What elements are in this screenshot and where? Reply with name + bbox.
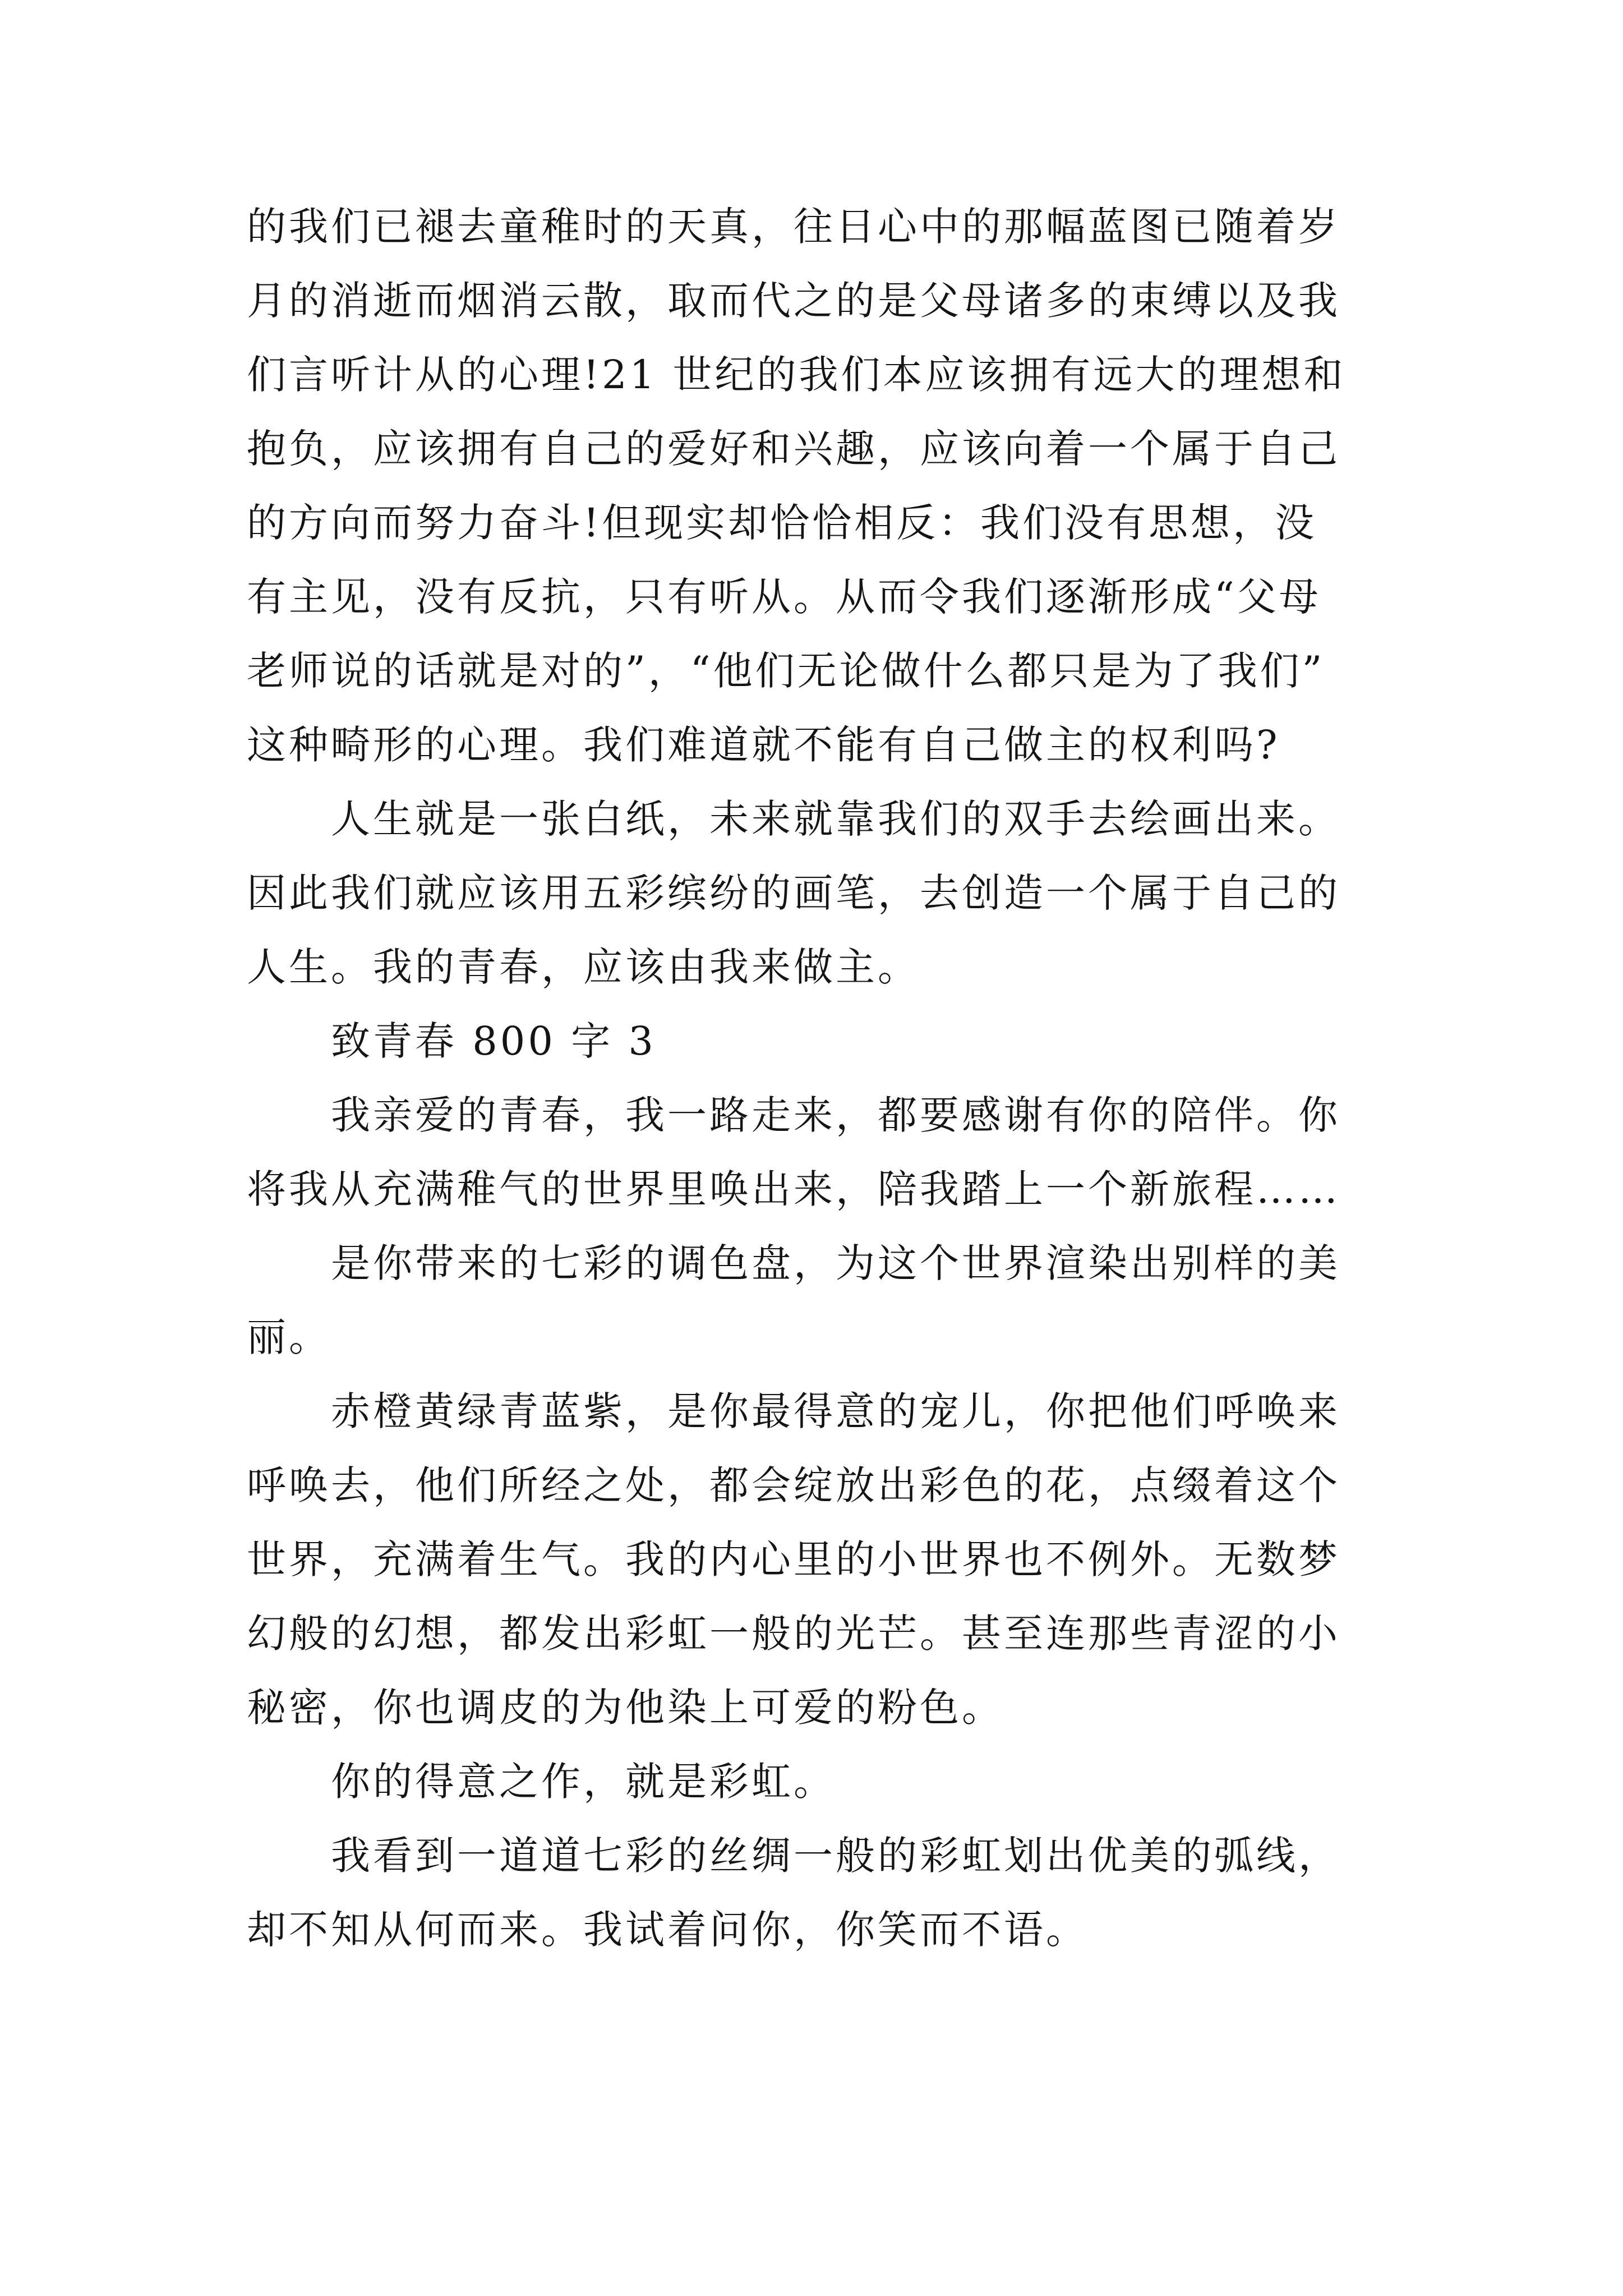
text-line: 的方向而努力奋斗!但现实却恰恰相反：我们没有思想，没 <box>247 500 1317 546</box>
text-line: 有主见，没有反抗，只有听从。从而令我们逐渐形成“父母 <box>247 574 1321 620</box>
text-line: 赤橙黄绿青蓝紫，是你最得意的宠儿，你把他们呼唤来 <box>247 1388 1340 1434</box>
document-body <box>247 190 1402 1967</box>
text-line: 是你带来的七彩的调色盘，为这个世界渲染出别样的美 <box>247 1240 1340 1286</box>
text-line: 却不知从何而来。我试着问你，你笑而不语。 <box>247 1907 1088 1953</box>
text-line: 的我们已褪去童稚时的天真，往日心中的那幅蓝图已随着岁 <box>247 204 1340 250</box>
text-line: 丽。 <box>247 1314 331 1360</box>
text-line: 人生就是一张白纸，未来就靠我们的双手去绘画出来。 <box>247 796 1340 842</box>
section-heading: 致青春 800 字 3 <box>247 1018 656 1064</box>
text-line: 们言听计从的心理!21 世纪的我们本应该拥有远大的理想和 <box>247 352 1346 398</box>
text-line: 我亲爱的青春，我一路走来，都要感谢有你的陪伴。你 <box>247 1092 1340 1138</box>
text-line: 我看到一道道七彩的丝绸一般的彩虹划出优美的弧线， <box>247 1833 1340 1879</box>
text-line: 月的消逝而烟消云散，取而代之的是父母诸多的束缚以及我 <box>247 278 1340 324</box>
text-line: 幻般的幻想，都发出彩虹一般的光芒。甚至连那些青涩的小 <box>247 1611 1340 1657</box>
text-line: 呼唤去，他们所经之处，都会绽放出彩色的花，点缀着这个 <box>247 1462 1340 1508</box>
text-line: 因此我们就应该用五彩缤纷的画笔，去创造一个属于自己的 <box>247 870 1340 916</box>
text-line: 世界，充满着生气。我的内心里的小世界也不例外。无数梦 <box>247 1536 1340 1582</box>
text-line: 将我从充满稚气的世界里唤出来，陪我踏上一个新旅程…… <box>247 1166 1340 1212</box>
text-line: 老师说的话就是对的”，“他们无论做什么都只是为了我们” <box>247 648 1325 694</box>
text-line: 这种畸形的心理。我们难道就不能有自己做主的权利吗? <box>247 722 1280 768</box>
text-line: 抱负，应该拥有自己的爱好和兴趣，应该向着一个属于自己 <box>247 426 1340 472</box>
text-line: 你的得意之作，就是彩虹。 <box>247 1759 836 1805</box>
text-line: 秘密，你也调皮的为他染上可爱的粉色。 <box>247 1685 1004 1731</box>
text-line: 人生。我的青春，应该由我来做主。 <box>247 944 920 990</box>
